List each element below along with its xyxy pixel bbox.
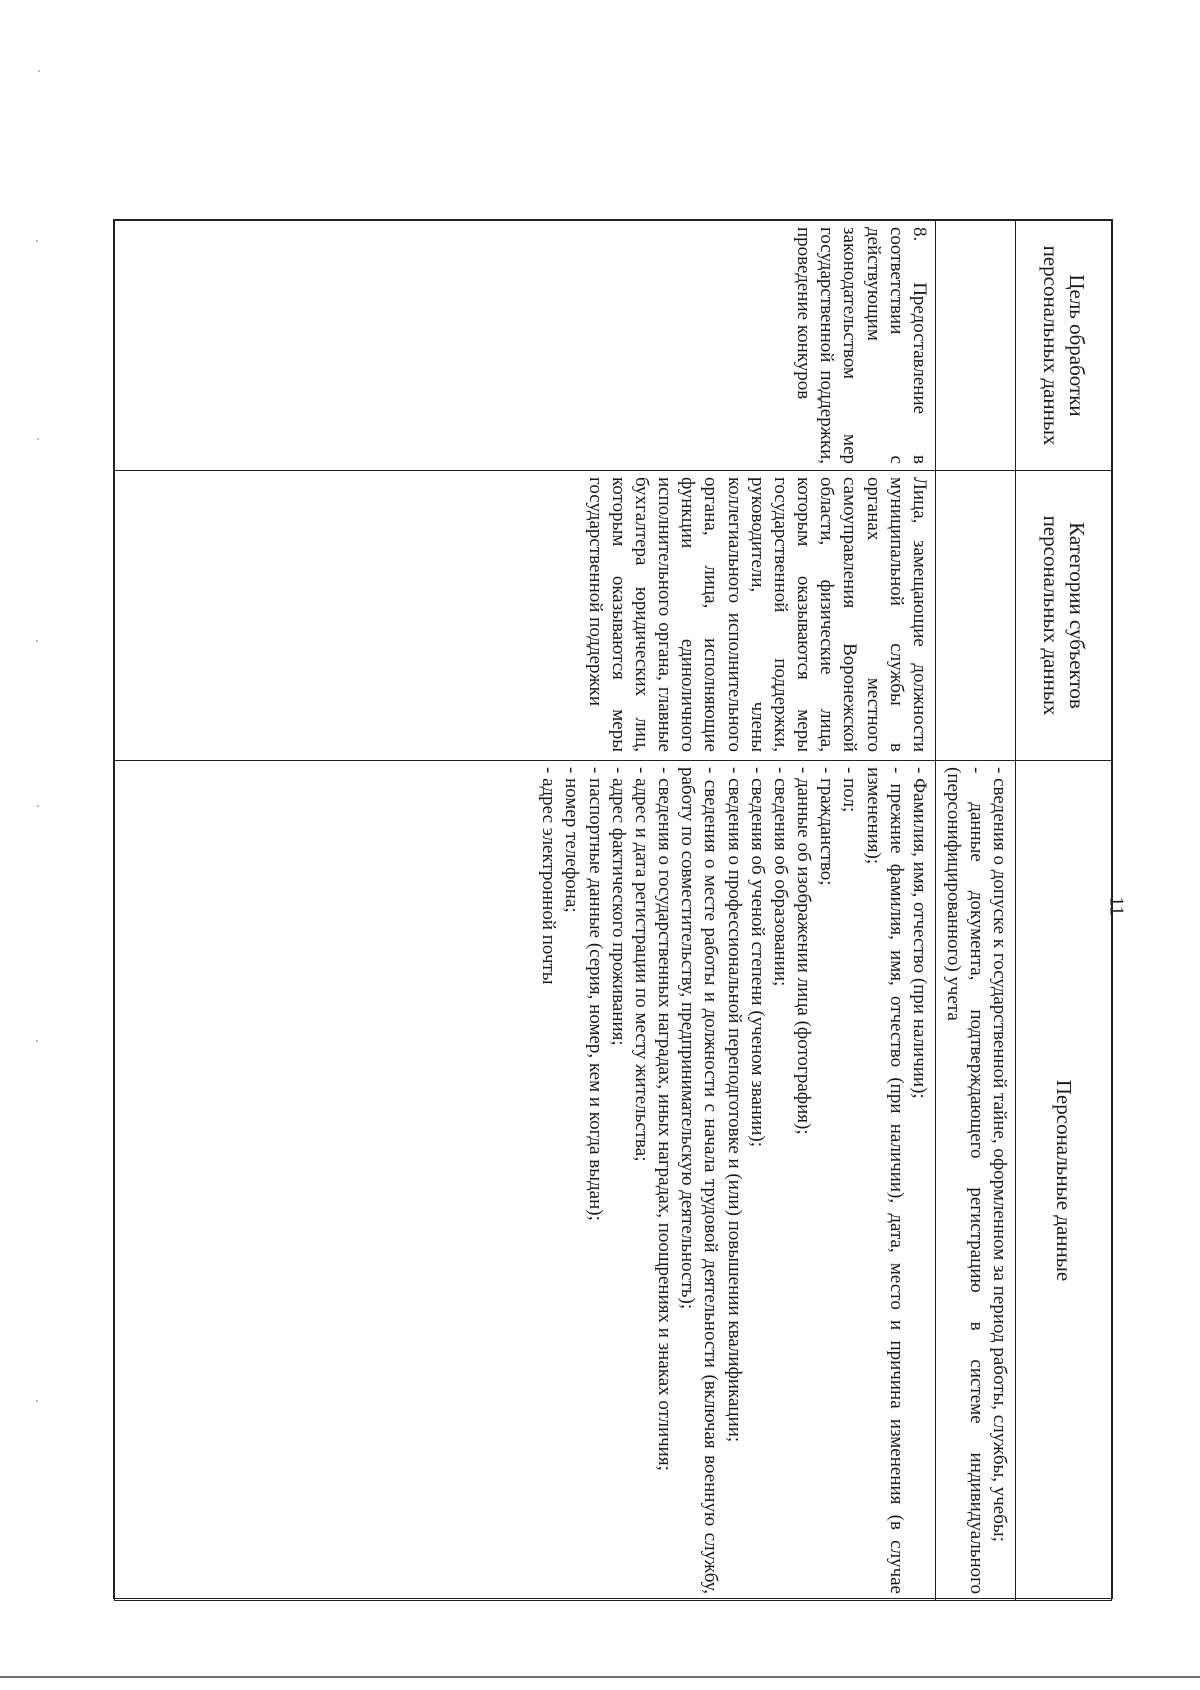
list-item: - адрес электронной почты (538, 767, 560, 985)
continuation-data-list (941, 767, 1011, 1594)
continuation-data-cell (936, 761, 1016, 1601)
list-item: - сведения об ученой степени (ученом звании); (746, 767, 768, 1147)
list-item: - сведения об образовании; (769, 767, 791, 987)
list-item: - сведения о месте работы и должности с начала трудовой деятельности (включая военную службу, работу по совместительству, предпринимательскую деятельность); (677, 767, 722, 1594)
scan-bottom-edge (0, 1676, 1200, 1678)
list-item: - Фамилия, имя, отчество (при наличии); (909, 767, 930, 1099)
list-item: - гражданство; (816, 767, 838, 886)
row8-subjects-cell: Лица, замещающие должности муниципальной службы в органах местного самоуправления Воронежской области, физические лица, которым оказываются меры государственной поддержки, руководители, члены коллегиального исполнительного органа, лица, исполняющие функции единоличного исполнительного органа, главные бухгалтера юридических лиц, которым оказываются меры государственной поддержки (115, 471, 936, 761)
header-personal-data: Персональные данные (1016, 761, 1112, 1601)
list-item: - сведения о допуске к государственной тайне, оформленном за период работы, службы, учебы; (989, 767, 1010, 1542)
row8-data-cell (115, 761, 936, 1601)
table-row (115, 221, 936, 1601)
list-item: - пол; (839, 767, 861, 813)
scan-artefact (38, 70, 40, 72)
table-header-row (1016, 221, 1112, 1601)
list-item: - сведения о государственных наградах, иных наградах, поощрениях и знаках отличия; (654, 767, 676, 1471)
scan-artefact (36, 1040, 38, 1042)
page-number: 11 (1105, 896, 1128, 916)
list-item: - прежние фамилия, имя, отчество (при наличии), дата, место и причина изменения (в случае изменения); (862, 767, 907, 1594)
scan-artefact (36, 640, 38, 642)
personal-data-table (113, 219, 1113, 1599)
list-item: - паспортные данные (серия, номер, кем и когда выдан); (584, 767, 606, 1221)
row8-data-list (537, 767, 931, 1594)
continuation-purpose-cell (936, 221, 1016, 471)
list-item: - данные об изображении лица (фотография); (793, 767, 815, 1135)
scan-artefact (36, 1400, 38, 1402)
list-item: - сведения о профессиональной переподготовке и (или) повышении квалификации; (723, 767, 745, 1443)
scan-artefact (36, 240, 38, 242)
continuation-subjects-cell (936, 471, 1016, 761)
header-purpose: Цель обработки персональных данных (1016, 221, 1112, 471)
list-item: - данные документа, подтверждающего регистрацию в системе индивидуального (персонифицированного) учета (942, 767, 987, 1594)
scan-artefact (37, 438, 39, 440)
list-item: - адрес и дата регистрации по месту жительства; (630, 767, 652, 1162)
row8-purpose-cell: 8. Предоставление в соответствии с действующим законодательством мер государственной поддержки, проведение конкуров (115, 221, 936, 471)
list-item: - номер телефона; (561, 767, 583, 913)
scan-artefact (37, 805, 39, 807)
header-subject-categories: Категории субъектов персональных данных (1016, 471, 1112, 761)
list-item: - адрес фактического проживания; (607, 767, 629, 1046)
table-row (936, 221, 1016, 1601)
table-grid (114, 220, 1112, 1601)
